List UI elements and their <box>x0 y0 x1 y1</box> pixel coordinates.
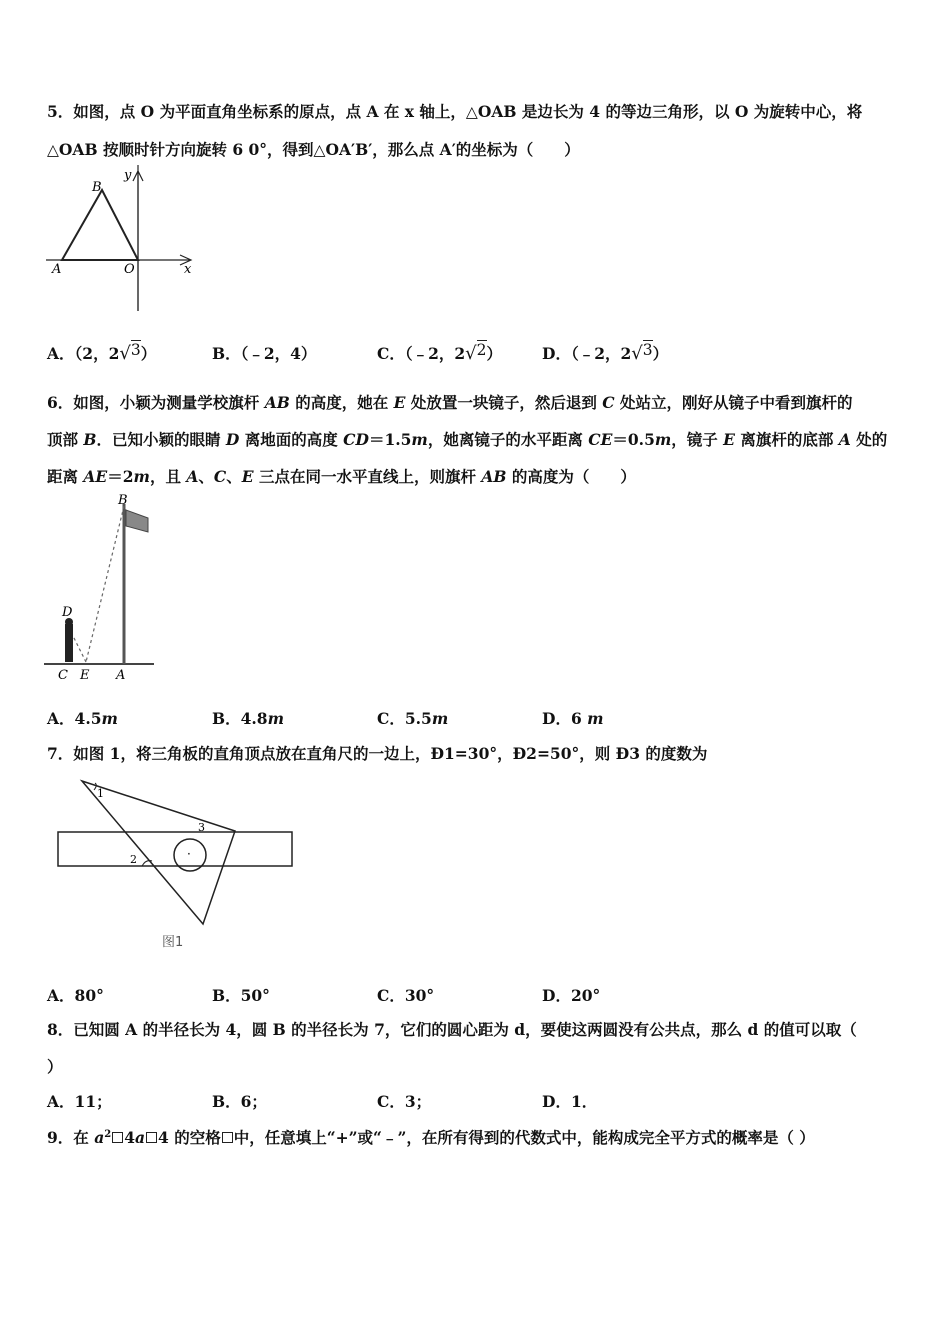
q5-label-y: y <box>124 168 132 183</box>
option-close: ） <box>140 344 157 363</box>
q9-mid1: 4 <box>124 1128 135 1148</box>
option-letter: C． <box>377 709 405 728</box>
option-letter: A． <box>47 986 75 1005</box>
option-letter: B． <box>212 986 241 1005</box>
q7-option-a[interactable] <box>47 986 104 1006</box>
q7-option-b[interactable] <box>212 986 270 1006</box>
q6-text-line3 <box>47 467 636 487</box>
q8-option-d[interactable] <box>542 1092 597 1112</box>
blank-box-icon <box>146 1132 157 1143</box>
option-value: 4.8 <box>240 709 268 728</box>
q7-label-1: 1 <box>97 787 104 800</box>
option-letter: A． <box>47 1092 75 1111</box>
q6-l2-i: 处的 <box>850 430 888 449</box>
q6-l2-d-it: D <box>225 430 240 449</box>
sqrt-sign: √ <box>631 343 643 364</box>
q5-text-line1: 5．如图，点 O 为平面直角坐标系的原点，点 A 在 x 轴上，△OAB 是边长为 4 的等边三角形，以 O 为旋转中心，将 <box>47 102 863 121</box>
q6-label-b: B <box>118 493 128 508</box>
q5-label-o: O <box>124 262 135 277</box>
q6-l1-b: 的高度，她在 <box>289 393 394 412</box>
q6-l2-b-it: B <box>83 430 97 449</box>
q6-figure <box>44 492 164 687</box>
q6-text-line2 <box>47 430 887 450</box>
q6-l2-c: 离地面的高度 <box>239 430 344 449</box>
q6-flag <box>126 510 148 532</box>
q6-l2-m1: m <box>411 430 428 449</box>
option-letter: C． <box>377 1092 405 1111</box>
q6-l1-cc: C <box>602 393 615 412</box>
option-letter: B． <box>212 1092 241 1111</box>
option-letter: B． <box>212 344 241 363</box>
q6-l3-d: 、 <box>198 467 214 486</box>
q5-option-b[interactable] <box>212 344 316 364</box>
q5-option-d[interactable] <box>542 341 669 364</box>
q7-angle1-arc <box>94 783 96 790</box>
q6-l2-ce-it: CE <box>588 430 613 449</box>
q6-l3-e-it: E <box>241 467 254 486</box>
q9-mid2: 4 的空格 <box>158 1128 221 1148</box>
q6-l2-e: ，她离镜子的水平距离 <box>427 430 589 449</box>
q6-label-a: A <box>116 668 126 683</box>
option-value: 5.5 <box>404 709 432 728</box>
option-letter: A． <box>47 344 75 363</box>
q6-l2-a-it: A <box>838 430 851 449</box>
q5-figure <box>40 165 200 315</box>
q6-option-b[interactable] <box>212 709 284 729</box>
sqrt-radicand: 3 <box>130 341 141 359</box>
q7-triangle <box>82 781 235 924</box>
q6-l2-b: ．已知小颖的眼睛 <box>96 430 226 449</box>
q7-hole-dot: · <box>187 847 191 861</box>
q9-prefix: 9．在 <box>47 1128 95 1148</box>
option-unit: m <box>101 709 118 728</box>
q6-l1-ab: AB <box>264 393 290 412</box>
q9-text-line1 <box>47 1125 815 1148</box>
q7-label-2: 2 <box>130 853 137 866</box>
q6-l3-b: ＝2 <box>107 467 134 486</box>
q8-text-line2: ） <box>47 1057 63 1076</box>
option-unit: m <box>267 709 284 728</box>
sqrt-sign: √ <box>119 343 131 364</box>
q6-label-d: D <box>62 605 73 620</box>
q6-l3-a-it: A <box>186 467 199 486</box>
q6-l1-c: 处放置一块镜子，然后退到 <box>405 393 603 412</box>
q5-triangle-oab <box>62 190 138 260</box>
q6-l3-m: m <box>133 467 150 486</box>
q6-l3-ab-it: AB <box>481 467 507 486</box>
q5-option-c[interactable] <box>377 341 503 364</box>
option-text: （﹣2，2 <box>404 344 466 363</box>
sqrt-radicand: 2 <box>476 341 487 359</box>
option-text: （﹣2，2 <box>570 344 632 363</box>
option-text: 1． <box>570 1092 598 1111</box>
q5-text-line2: △OAB 按顺时针方向旋转 6 0°，得到△OA′B′，那么点 A′的坐标为（ ） <box>47 140 580 159</box>
q6-option-d[interactable] <box>542 709 604 729</box>
q9-exponent: 2 <box>104 1129 112 1140</box>
option-text: 30° <box>404 986 435 1005</box>
option-close: ） <box>486 344 503 363</box>
q6-l1-a: 6．如图，小颖为测量学校旗杆 <box>47 393 265 412</box>
q8-option-a[interactable] <box>47 1092 112 1112</box>
option-unit: m <box>587 709 604 728</box>
option-text: （2，2 <box>74 344 120 363</box>
q7-option-c[interactable] <box>377 986 434 1006</box>
q6-l2-f: ＝0.5 <box>612 430 655 449</box>
q6-l2-cd-it: CD <box>343 430 369 449</box>
q8-option-b[interactable] <box>212 1092 267 1112</box>
q6-label-c: C <box>58 668 68 683</box>
option-close: ） <box>652 344 669 363</box>
q6-text-line1 <box>47 393 853 413</box>
option-value: 6 <box>570 709 588 728</box>
q5-option-a[interactable] <box>47 341 157 364</box>
q7-option-d[interactable] <box>542 986 600 1006</box>
sqrt-radicand: 3 <box>642 341 653 359</box>
q7-text-line1: 7．如图 1，将三角板的直角顶点放在直角尺的一边上，Ð1=30°，Ð2=50°，则 Ð3 的度数为 <box>47 744 708 763</box>
option-letter: A． <box>47 709 75 728</box>
option-letter: D． <box>542 1092 571 1111</box>
q6-label-e: E <box>80 668 90 683</box>
blank-box-icon <box>222 1132 233 1143</box>
q5-label-b: B <box>92 180 102 195</box>
q8-text-line1: 8．已知圆 A 的半径长为 4，圆 B 的半径长为 7，它们的圆心距为 d，要使这两圆没有公共点，那么 d 的值可以取（ <box>47 1020 857 1039</box>
option-letter: D． <box>542 986 571 1005</box>
option-letter: C． <box>377 344 405 363</box>
q6-option-c[interactable] <box>377 709 448 729</box>
q6-l1-d: 处站立，刚好从镜子中看到旗杆的 <box>614 393 853 412</box>
q6-l2-m2: m <box>654 430 672 449</box>
q9-suffix: 中，任意填上“+”或“﹣”，在所有得到的代数式中，能构成完全平方式的概率是（ ） <box>233 1128 815 1148</box>
option-text: 50° <box>240 986 270 1005</box>
q5-label-x: x <box>184 262 192 277</box>
q6-l3-g: 的高度为（ ） <box>506 467 636 486</box>
q6-l2-h: 离旗杆的底部 <box>735 430 839 449</box>
q6-option-a[interactable] <box>47 709 118 729</box>
option-text: 3； <box>404 1092 432 1111</box>
q8-option-c[interactable] <box>377 1092 431 1112</box>
option-unit: m <box>431 709 449 728</box>
q7-label-3: 3 <box>198 821 205 834</box>
sqrt-sign: √ <box>465 343 477 364</box>
option-text: 11； <box>74 1092 112 1111</box>
q9-var-a2: a <box>135 1128 146 1148</box>
q6-l3-f: 三点在同一水平直线上，则旗杆 <box>253 467 482 486</box>
q6-person <box>65 624 73 662</box>
option-value: 4.5 <box>74 709 102 728</box>
option-letter: D． <box>542 709 571 728</box>
q6-l3-e: 、 <box>226 467 242 486</box>
option-letter: D． <box>542 344 571 363</box>
q6-l3-c-it: C <box>213 467 227 486</box>
q6-l2-d: ＝1.5 <box>368 430 412 449</box>
blank-box-icon <box>112 1132 123 1143</box>
q6-reflect-line-1 <box>86 506 124 662</box>
option-text: 6； <box>240 1092 267 1111</box>
option-text: 80° <box>74 986 104 1005</box>
q9-var-a1: a <box>94 1128 105 1148</box>
q6-l2-a: 顶部 <box>47 430 84 449</box>
option-text: 20° <box>570 986 601 1005</box>
q7-caption: 图1 <box>162 935 184 950</box>
q6-l3-ae-it: AE <box>83 467 108 486</box>
q6-l1-e: E <box>393 393 406 412</box>
q6-l3-c: ，且 <box>149 467 187 486</box>
q5-label-a: A <box>52 262 62 277</box>
option-letter: B． <box>212 709 241 728</box>
q6-l2-e-it: E <box>723 430 735 449</box>
option-letter: C． <box>377 986 405 1005</box>
q6-l3-a: 距离 <box>47 467 84 486</box>
option-text: （﹣2，4） <box>240 344 317 363</box>
q7-figure <box>50 775 300 955</box>
q6-l2-g: ，镜子 <box>671 430 724 449</box>
